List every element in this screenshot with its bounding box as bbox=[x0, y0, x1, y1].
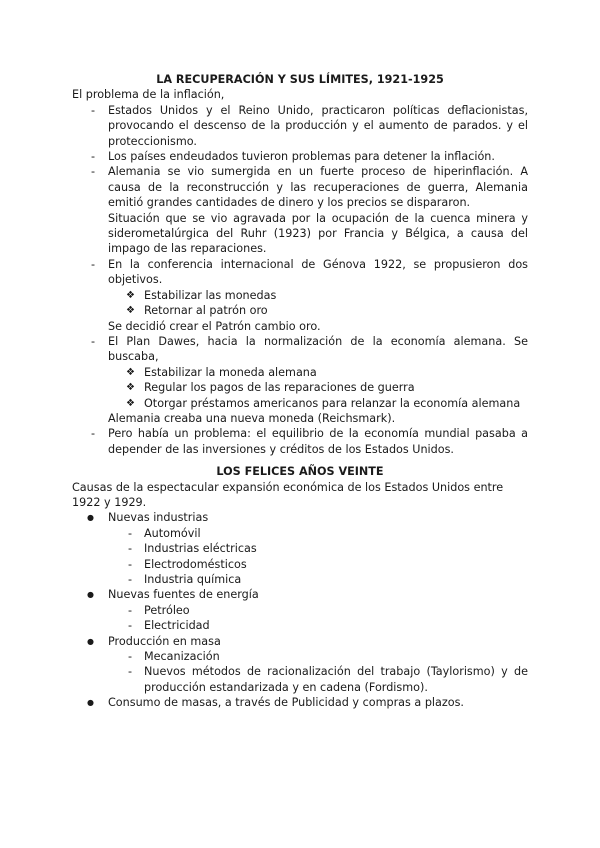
sublist-item-text: - Industrias eléctricas bbox=[144, 542, 257, 556]
list-item bbox=[72, 426, 528, 457]
list-item-text: - El Plan Dawes, hacia la normalización de la economía alemana. Se buscaba, bbox=[108, 334, 528, 364]
sublist-item: ❖ Regular los pagos de las reparaciones de guerra bbox=[108, 380, 528, 395]
list-item-text: - En la conferencia internacional de Génova 1922, se propusieron dos objetivos. bbox=[108, 257, 528, 287]
list-item-label: ● Consumo de masas, a través de Publicidad y compras a plazos. bbox=[108, 696, 464, 710]
list-item-text: - Los países endeudados tuvieron problemas para detener la inflación. bbox=[108, 150, 495, 164]
sublist-item bbox=[108, 557, 528, 572]
sublist-item bbox=[108, 541, 528, 556]
section-title-felices: LOS FELICES AÑOS VEINTE bbox=[216, 465, 384, 479]
plan-dawes-sublist bbox=[108, 365, 528, 411]
list-item-label: ● Nuevas fuentes de energía bbox=[108, 588, 259, 602]
sublist-item: ❖ Estabilizar la moneda alemana bbox=[108, 365, 528, 380]
list-item bbox=[72, 695, 528, 710]
sublist-item-text: - Petróleo bbox=[144, 603, 190, 617]
list-item-text: - Alemania se vio sumergida en un fuerte proceso de hiperinflación. A causa de la reconstrucción y las recuperaciones de guerra, Alemania emitió grandes cantidades de dinero y los precios se dispararon. bbox=[108, 165, 528, 210]
objetivos-sublist bbox=[108, 288, 528, 319]
produccion-sublist bbox=[108, 649, 528, 695]
sublist-item bbox=[108, 572, 528, 587]
section-title-recuperacion: LA RECUPERACIÓN Y SUS LÍMITES, 1921-1925 bbox=[156, 73, 444, 86]
industrias-sublist bbox=[108, 526, 528, 588]
sublist-item bbox=[108, 618, 528, 633]
sublist-item: ❖ Retornar al patrón oro bbox=[108, 303, 528, 318]
sublist-item bbox=[108, 664, 528, 695]
list-item bbox=[72, 257, 528, 334]
section-intro-causas: Causas de la espectacular expansión económica de los Estados Unidos entre 1922 y 1929. bbox=[72, 480, 504, 509]
sublist-item: ❖ Estabilizar las monedas bbox=[108, 288, 528, 303]
sublist-item bbox=[108, 526, 528, 541]
sublist-item bbox=[108, 649, 528, 664]
list-item-text: - Estados Unidos y el Reino Unido, practicaron políticas deflacionistas, provocando el descenso de la producción y el aumento de parados. y el proteccionismo. bbox=[108, 103, 528, 148]
list-item-after-text: Alemania creaba una nueva moneda (Reichsmark). bbox=[108, 411, 396, 425]
energia-sublist bbox=[108, 603, 528, 634]
list-item-text: - Pero había un problema: el equilibrio de la economía mundial pasaba a depender de las inversiones y créditos de los Estados Unidos. bbox=[108, 427, 528, 456]
list-item-label: ● Producción en masa bbox=[108, 634, 221, 648]
recuperacion-list bbox=[72, 103, 528, 457]
list-item bbox=[72, 587, 528, 633]
sublist-item-text: - Automóvil bbox=[144, 526, 201, 540]
document-page bbox=[72, 72, 528, 711]
sublist-item-text: - Electricidad bbox=[144, 619, 210, 633]
section-intro-inflacion: El problema de la inflación, bbox=[72, 88, 225, 102]
sublist-item-text: - Industria química bbox=[144, 573, 242, 586]
list-item bbox=[72, 634, 528, 696]
list-item-label: ● Nuevas industrias bbox=[108, 511, 209, 525]
sublist-item bbox=[108, 603, 528, 618]
list-item-after-text: Se decidió crear el Patrón cambio oro. bbox=[108, 319, 321, 333]
list-item-extra-text: Situación que se vio agravada por la ocupación de la cuenca minera y siderometalúrgica del Ruhr (1923) por Francia y Bélgica, a causa del impago de las reparaciones. bbox=[108, 211, 528, 256]
sublist-item: ❖ Otorgar préstamos americanos para relanzar la economía alemana bbox=[108, 396, 528, 411]
causas-list bbox=[72, 510, 528, 710]
list-item bbox=[72, 103, 528, 149]
list-item bbox=[72, 510, 528, 587]
sublist-item-text: - Nuevos métodos de racionalización del trabajo (Taylorismo) y de producción estandarizada y en cadena (Fordismo). bbox=[144, 665, 528, 694]
sublist-item-text: - Electrodomésticos bbox=[144, 557, 247, 571]
list-item bbox=[72, 149, 528, 164]
list-item bbox=[72, 164, 528, 256]
sublist-item-text: - Mecanización bbox=[144, 650, 220, 664]
list-item bbox=[72, 334, 528, 426]
